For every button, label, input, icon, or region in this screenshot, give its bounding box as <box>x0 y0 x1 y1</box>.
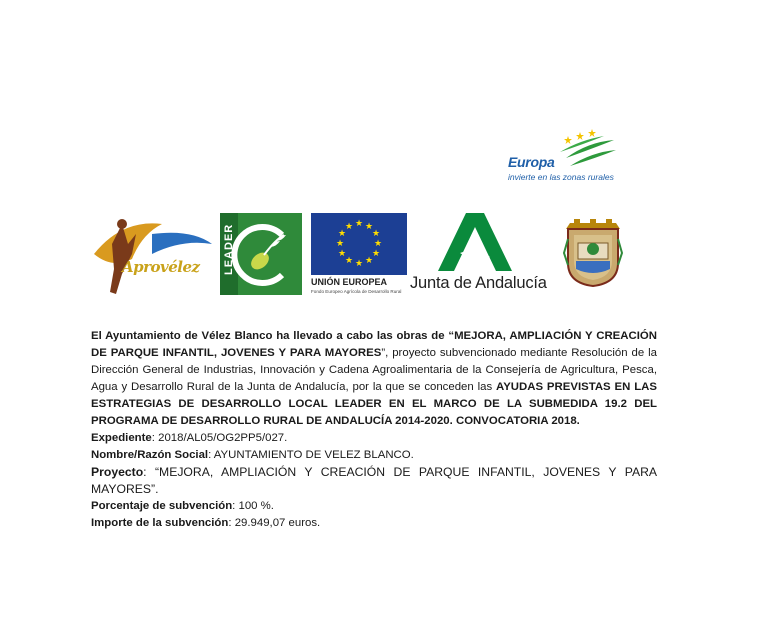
intro-resolution: ”, proyecto subvencionado mediante Resolución de la Dirección General de Industrias, Innovación y Cadena Agroalimentaria de la Consejería de Agricultura, Pesca, Agua y Desarrollo Rural de la Junta de Andalucía, por la que se conceden las <box>91 347 657 393</box>
announcement-text <box>91 328 657 532</box>
intro-project-name: MEJORA, AMPLIACIÓN Y CREACIÓN DE PARQUE INFANTIL, JOVENES Y PARA MAYORES <box>91 330 657 359</box>
eu-flag-icon <box>311 213 407 275</box>
field-value: : 2018/AL05/OG2PP5/027. <box>151 432 288 444</box>
ue-title: UNIÓN EUROPEA <box>311 277 388 287</box>
europa-word: Europa <box>508 154 555 170</box>
field-label: Porcentaje de subvención <box>91 500 233 512</box>
intro-paragraph <box>91 328 657 430</box>
svg-text:★: ★ <box>344 256 354 266</box>
europa-tagline: invierte en las zonas rurales <box>508 172 614 182</box>
field-porcentaje <box>91 498 657 515</box>
svg-text:★: ★ <box>371 229 381 239</box>
svg-text:★: ★ <box>371 249 381 259</box>
svg-text:★: ★ <box>354 259 364 269</box>
intro-lead: El Ayuntamiento de Vélez Blanco ha llevado a cabo las obras de “ <box>91 330 455 342</box>
europa-stars-icon <box>558 128 618 168</box>
field-value: : 100 %. <box>232 500 274 512</box>
velez-blanco-coat-of-arms <box>560 219 626 287</box>
field-value: : AYUNTAMIENTO DE VELEZ BLANCO. <box>208 449 414 461</box>
aprovelez-figure-icon <box>92 214 214 296</box>
leader-logo <box>220 213 302 295</box>
junta-andalucia-logo <box>410 213 552 298</box>
svg-text:★: ★ <box>337 229 347 239</box>
leader-label: LEADER <box>223 223 235 275</box>
svg-text:★: ★ <box>337 249 347 259</box>
field-importe <box>91 515 657 532</box>
union-europea-logo <box>311 213 407 303</box>
field-label: Expediente <box>91 432 152 444</box>
field-value: : 29.949,07 euros. <box>228 517 321 529</box>
field-proyecto <box>91 464 657 498</box>
field-label: Importe de la subvención <box>91 517 229 529</box>
svg-text:★: ★ <box>364 256 374 266</box>
svg-text:★: ★ <box>364 222 374 232</box>
aprovelez-logo <box>92 214 214 296</box>
junta-a-icon <box>410 213 552 273</box>
europa-rural-logo <box>508 128 618 186</box>
svg-text:★: ★ <box>354 219 364 229</box>
field-razon-social <box>91 447 657 464</box>
svg-text:★: ★ <box>335 239 345 249</box>
ue-fund: Fondo Europeo Agrícola de Desarrollo Rural <box>311 289 402 294</box>
field-value: : “MEJORA, AMPLIACIÓN Y CREACIÓN DE PARQUE INFANTIL, JOVENES Y PARA MAYORES”. <box>91 465 657 496</box>
intro-program: AYUDAS PREVISTAS EN LAS ESTRATEGIAS DE DESARROLLO LOCAL LEADER EN EL MARCO DE LA SUBMEDIDA 19.2 DEL PROGRAMA DE DESARROLLO RURAL DE ANDALUCÍA 2014-2020. CONVOCATORIA 2018. <box>91 381 657 427</box>
field-expediente <box>91 430 657 447</box>
field-label: Nombre/Razón Social <box>91 449 209 461</box>
aprovelez-name: Aprovélez <box>122 258 200 276</box>
field-label: Proyecto <box>91 465 144 479</box>
svg-text:★: ★ <box>344 222 354 232</box>
coat-of-arms-icon <box>560 219 626 287</box>
junta-name: Junta de Andalucía <box>410 274 547 292</box>
svg-text:★: ★ <box>373 239 383 249</box>
